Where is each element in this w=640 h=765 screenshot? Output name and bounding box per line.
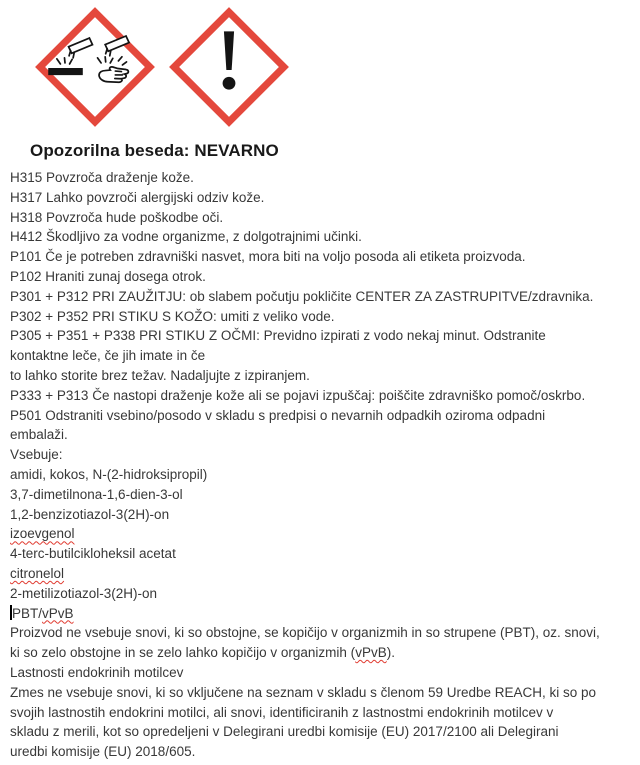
ghs-pictogram-row	[0, 0, 640, 130]
statement-text: P101 Če je potreben zdravniški nasvet, mora biti na voljo posoda ali etiketa proizvoda.	[10, 249, 526, 265]
statement-line	[10, 604, 640, 624]
statement-line	[10, 584, 640, 604]
spellcheck-flagged-word: citronelol	[10, 565, 65, 581]
statement-text: embalaži.	[10, 427, 68, 443]
statement-text: P305 + P351 + P338 PRI STIKU Z OČMI: Previdno izpirati z vodo nekaj minut. Odstranite	[10, 328, 546, 344]
statement-line	[10, 366, 640, 386]
statement-line	[10, 722, 640, 742]
statement-line	[10, 623, 640, 643]
statement-line	[10, 485, 640, 505]
statement-text: 4-terc-butilcikloheksil acetat	[10, 546, 176, 562]
statement-line	[10, 346, 640, 366]
statement-line	[10, 683, 640, 703]
statement-text: H317 Lahko povzroči alergijski odziv kože.	[10, 189, 265, 205]
statement-line	[10, 742, 640, 762]
statement-line	[10, 208, 640, 228]
statement-text: Zmes ne vsebuje snovi, ki so vključene na seznam v skladu s členom 59 Uredbe REACH, ki so po	[10, 684, 597, 700]
statement-text: PBT/	[12, 605, 43, 621]
statement-line	[10, 168, 640, 188]
statement-text: 1,2-benzizotiazol-3(2H)-on	[10, 506, 170, 522]
diamond-border	[40, 12, 150, 122]
statement-line	[10, 267, 640, 287]
statement-line	[10, 287, 640, 307]
statement-text: Vsebuje:	[10, 447, 63, 463]
statement-text: ki so zelo obstojne in se zelo lahko kopičijo v organizmih (	[10, 645, 356, 661]
spellcheck-flagged-word: izoevgenol	[10, 526, 75, 542]
statement-text: P301 + P312 PRI ZAUŽITJU: ob slabem počutju pokličite CENTER ZA ZASTRUPITVE/zdravnika.	[10, 288, 594, 304]
statement-line	[10, 406, 640, 426]
statement-text: P501 Odstraniti vsebino/posodo v skladu s predpisi o nevarnih odpadkih oziroma odpadni	[10, 407, 546, 423]
statement-text: 3,7-dimetilnona-1,6-dien-3-ol	[10, 486, 183, 502]
spellcheck-flagged-word: vPvB	[355, 645, 387, 661]
statement-text: 2-metilizotiazol-3(2H)-on	[10, 585, 158, 601]
statements-block	[10, 168, 640, 762]
signal-word-heading: Opozorilna beseda: NEVARNO	[30, 141, 279, 160]
statement-line	[10, 425, 640, 445]
statement-text: P302 + P352 PRI STIKU S KOŽO: umiti z veliko vode.	[10, 308, 335, 324]
statement-line	[10, 465, 640, 485]
statement-line	[10, 663, 640, 683]
statement-text: skladu z merili, kot so opredeljeni v Delegirani uredbi komisije (EU) 2017/2100 ali Delegirani	[10, 724, 559, 740]
statement-line	[10, 227, 640, 247]
statement-text: Proizvod ne vsebuje snovi, ki so obstojne, se kopičijo v organizmih in so strupene (PBT), oz. snovi,	[10, 625, 600, 641]
statement-line	[10, 386, 640, 406]
statement-text: ).	[386, 645, 395, 661]
statement-text: uredbi komisije (EU) 2018/605.	[10, 744, 196, 760]
statement-text: P333 + P313 Če nastopi draženje kože ali se pojavi izpuščaj: poiščite zdravniško pomoč/oskrbo.	[10, 387, 586, 403]
ghs05-corrosion-pictogram	[34, 6, 156, 128]
statement-line	[10, 326, 640, 346]
statement-line	[10, 307, 640, 327]
statement-text: amidi, kokos, N-(2-hidroksipropil)	[10, 466, 208, 482]
ghs07-exclamation-pictogram	[168, 6, 290, 128]
spellcheck-flagged-word: vPvB	[42, 605, 74, 621]
statement-text: P102 Hraniti zunaj dosega otrok.	[10, 268, 206, 284]
statement-line	[10, 544, 640, 564]
statement-line	[10, 445, 640, 465]
statement-text: H412 Škodljivo za vodne organizme, z dolgotrajnimi učinki.	[10, 229, 362, 245]
statement-text: to lahko storite brez težav. Nadaljujte z izpiranjem.	[10, 367, 310, 383]
statement-text: H315 Povzroča draženje kože.	[10, 170, 194, 185]
statement-line	[10, 524, 640, 544]
statement-text: H318 Povzroča hude poškodbe oči.	[10, 209, 224, 225]
statement-line	[10, 703, 640, 723]
statement-text: kontaktne leče, če jih imate in če	[10, 348, 206, 364]
statement-line	[10, 564, 640, 584]
statement-line	[10, 247, 640, 267]
statement-line	[10, 643, 640, 663]
statement-line	[10, 505, 640, 525]
statement-text: svojih lastnostih endokrini motilci, ali snovi, identificiranih z lastnostmi endokrinih motilcev v	[10, 704, 554, 720]
statement-text: Lastnosti endokrinih motilcev	[10, 664, 184, 680]
statement-line	[10, 188, 640, 208]
